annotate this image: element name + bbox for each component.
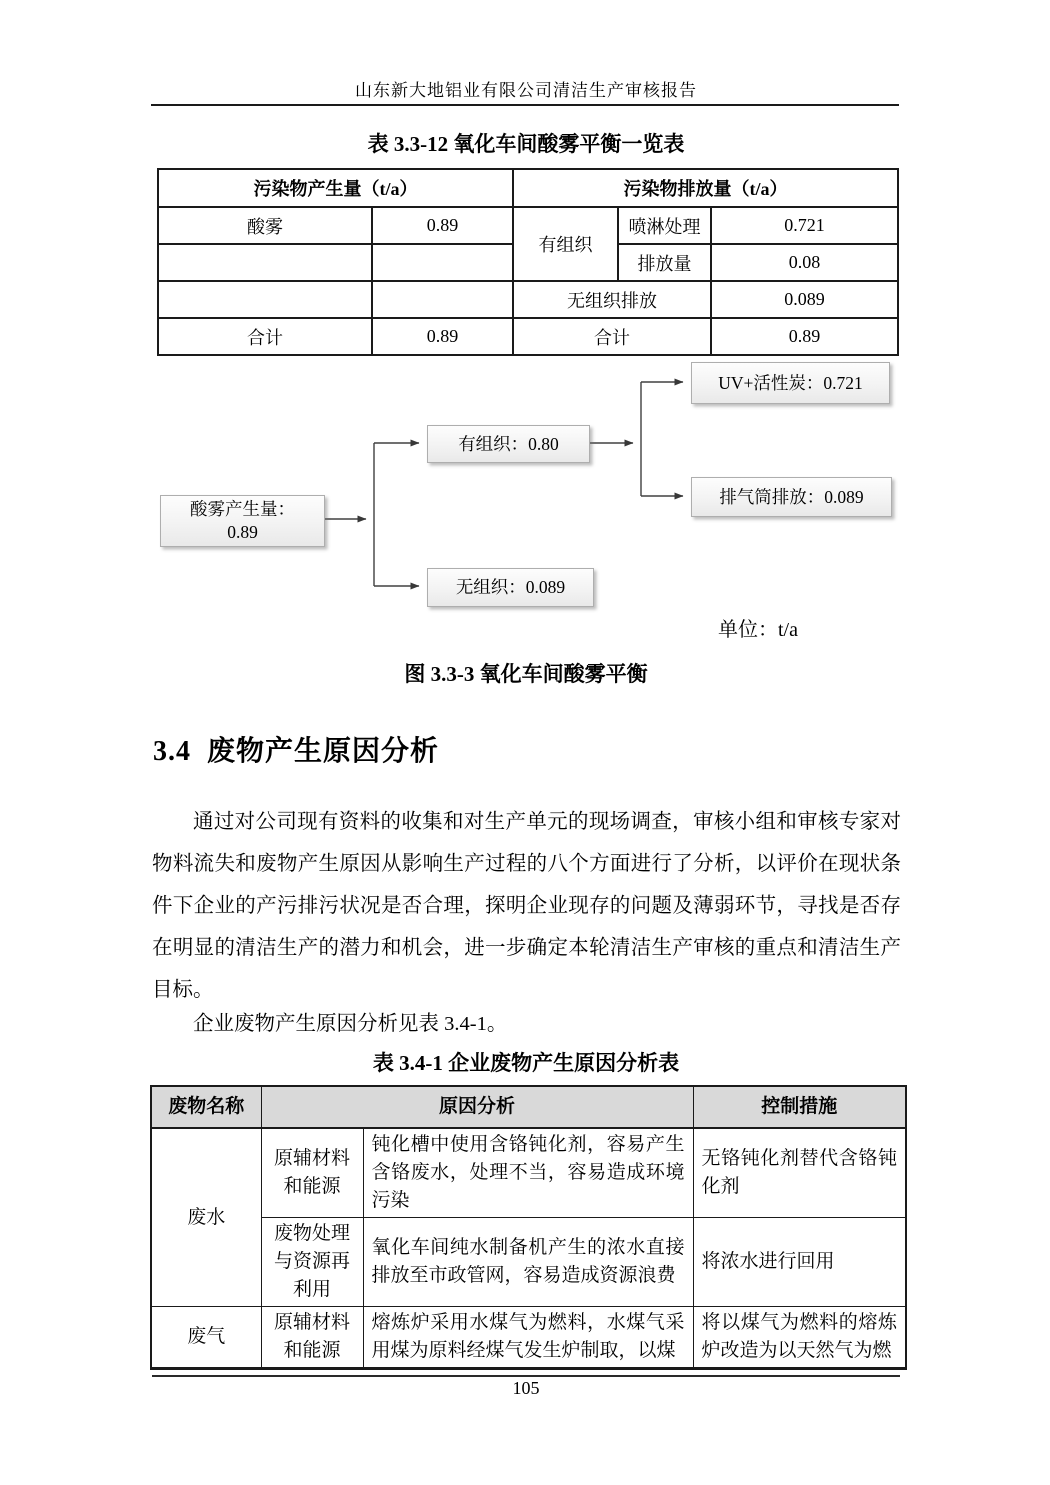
control-cell: 将浓水进行回用 <box>693 1218 906 1307</box>
sub-category-cell <box>261 1307 363 1369</box>
section-number: 3.4 <box>153 736 191 767</box>
header-rule <box>151 104 899 106</box>
sub-category-text: 原辅材料和能源 <box>273 1312 350 1361</box>
table-row <box>151 1086 906 1128</box>
footer-rule <box>152 1375 900 1377</box>
control-header-cell: 控制措施 <box>693 1086 906 1128</box>
emit-label-cell: 排放量 <box>618 244 711 281</box>
uv-carbon-node: UV+活性炭：0.721 <box>691 362 890 404</box>
table-row <box>151 1307 906 1369</box>
generation-header-cell: 污染物产生量（t/a） <box>158 169 513 207</box>
cause-header-cell: 原因分析 <box>261 1086 693 1128</box>
table1-caption: 表 3.3-12 氧化车间酸雾平衡一览表 <box>367 132 685 156</box>
cause-text: 熔炼炉采用水煤气为燃料，水煤气采用煤为原料经煤气发生炉制取，以煤 <box>371 1312 685 1361</box>
stack-emission-node: 排气筒排放：0.089 <box>691 477 892 517</box>
page-number: 105 <box>512 1378 540 1398</box>
total-emit-label-cell: 合计 <box>513 318 711 355</box>
waste-category-cell: 废气 <box>151 1307 261 1369</box>
control-text: 将以煤气为燃料的熔炼炉改造为以天然气为燃 <box>701 1312 898 1361</box>
cause-cell <box>363 1307 693 1369</box>
report-header-title: 山东新大地铝业有限公司清洁生产审核报告 <box>355 81 697 100</box>
waste-category-cell: 废水 <box>151 1128 261 1307</box>
unorganized-label-cell: 无组织排放 <box>513 281 711 318</box>
table-row <box>151 1218 906 1307</box>
control-cell <box>693 1307 906 1369</box>
total-gen-label-cell: 合计 <box>158 318 372 355</box>
cause-cell: 钝化槽中使用含铬钝化剂，容易产生含铬废水，处理不当，容易造成环境污染 <box>363 1128 693 1218</box>
control-cell: 无铬钝化剂替代含铬钝化剂 <box>693 1128 906 1218</box>
table2-caption: 表 3.4-1 企业废物产生原因分析表 <box>372 1051 680 1075</box>
section-heading <box>153 729 439 769</box>
generation-value-cell: 0.89 <box>372 207 513 244</box>
sub-category-cell: 废物处理与资源再利用 <box>261 1218 363 1307</box>
acid-mist-balance-diagram <box>0 355 1050 647</box>
emit-value-cell: 0.08 <box>711 244 898 281</box>
unit-note: 单位：t/a <box>718 619 798 641</box>
section-title: 废物产生原因分析 <box>207 736 440 767</box>
pollutant-cell: 酸雾 <box>158 207 372 244</box>
cause-cell: 氧化车间纯水制备机产生的浓水直接排放至市政管网，容易造成资源浪费 <box>363 1218 693 1307</box>
total-emit-value-cell: 0.89 <box>711 318 898 355</box>
table-row <box>158 318 898 355</box>
unorganized-node: 无组织：0.089 <box>427 568 594 607</box>
figure-caption: 图 3.3-3 氧化车间酸雾平衡 <box>404 662 648 686</box>
total-gen-value-cell: 0.89 <box>372 318 513 355</box>
source-node-line1: 酸雾产生量： <box>190 499 295 519</box>
spray-value-cell: 0.721 <box>711 207 898 244</box>
table-row <box>158 169 898 207</box>
empty-cell <box>158 244 372 281</box>
acid-mist-balance-table <box>157 168 899 356</box>
empty-cell <box>372 281 513 318</box>
table-row <box>151 1128 906 1218</box>
empty-cell <box>158 281 372 318</box>
organized-node: 有组织：0.80 <box>427 425 590 463</box>
table-row <box>158 207 898 244</box>
spray-label-cell: 喷淋处理 <box>618 207 711 244</box>
body-paragraph: 企业废物产生原因分析见表 3.4-1。 <box>193 1013 508 1035</box>
source-node-line2: 0.89 <box>227 522 258 542</box>
source-node <box>160 495 325 547</box>
emission-header-cell: 污染物排放量（t/a） <box>513 169 898 207</box>
waste-cause-analysis-table <box>150 1085 907 1370</box>
table-row <box>158 281 898 318</box>
body-paragraph: 通过对公司现有资料的收集和对生产单元的现场调查，审核小组和审核专家对物料流失和废物产生原因从影响生产过程的八个方面进行了分析，以评价在现状条件下企业的产污排污状况是否合理，探明企业现存的问题及薄弱环节，寻找是否存在明显的清洁生产的潜力和机会，进一步确定本轮清洁生产审核的重点和清洁生产目标。 <box>152 811 901 1001</box>
sub-category-cell: 原辅材料和能源 <box>261 1128 363 1218</box>
waste-name-header-cell: 废物名称 <box>151 1086 261 1128</box>
unorganized-value-cell: 0.089 <box>711 281 898 318</box>
empty-cell <box>372 244 513 281</box>
organized-cell: 有组织 <box>513 207 618 281</box>
